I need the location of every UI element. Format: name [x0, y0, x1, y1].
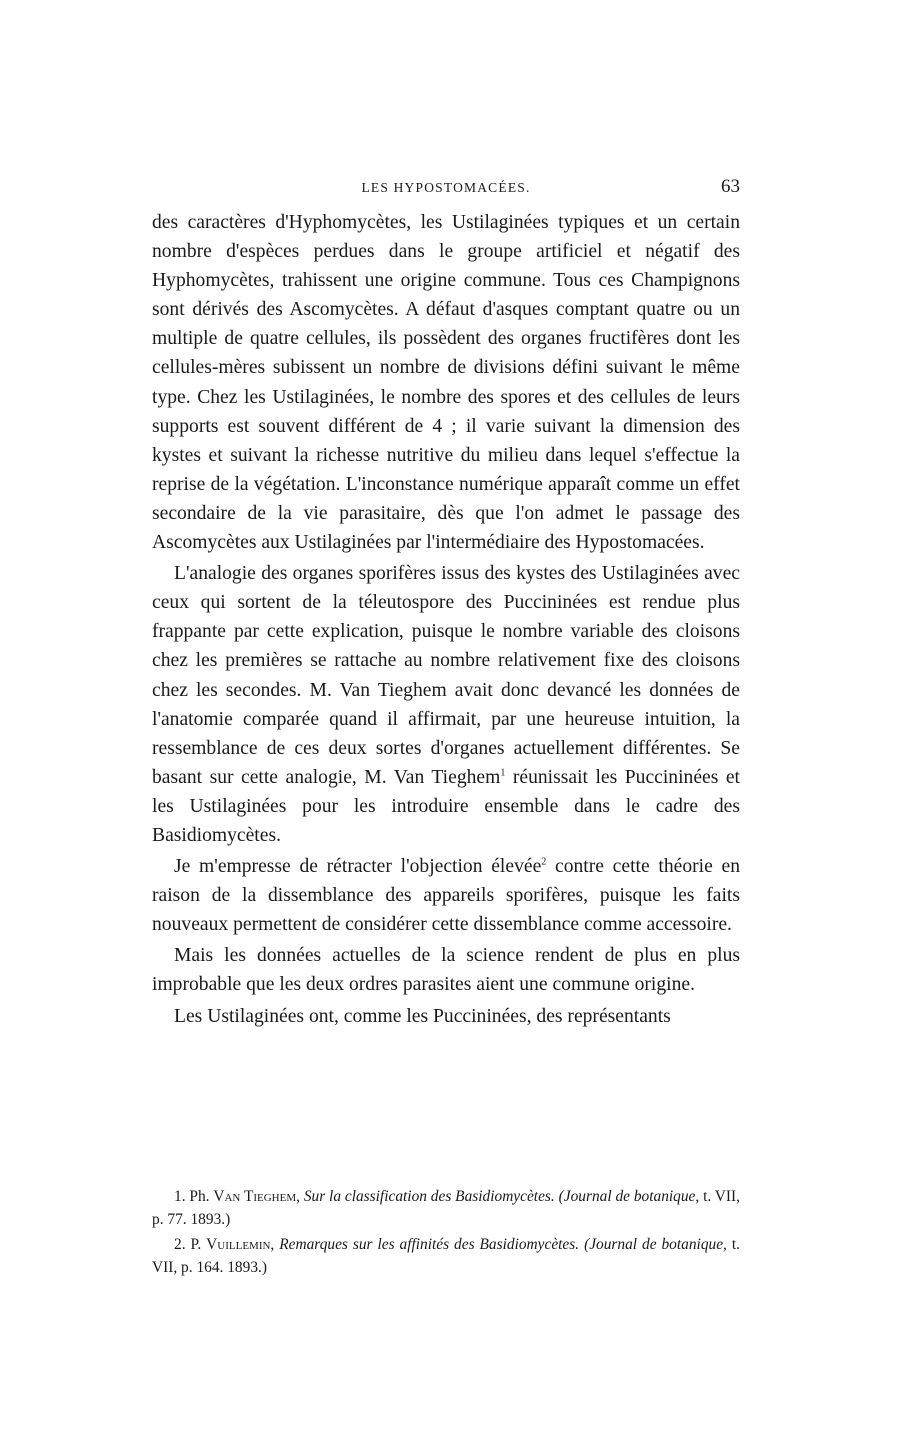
- footnote-2-journal: (Journal de botanique,: [584, 1236, 727, 1253]
- footnote-ref-1: 1: [500, 767, 506, 779]
- paragraph-3: [152, 852, 740, 939]
- footnote-2: [152, 1234, 740, 1279]
- footnote-1-initial: Ph.: [189, 1188, 210, 1205]
- page-number: 63: [721, 176, 740, 197]
- footnote-1: [152, 1186, 740, 1231]
- paragraph-5: Les Ustilaginées ont, comme les Puccininées, des représentants: [174, 1005, 671, 1027]
- footnote-1-title: Sur la classification des Basidiomycètes.: [303, 1188, 555, 1205]
- footnote-2-title: Remarques sur les affinités des Basidiomycètes.: [279, 1236, 580, 1253]
- paragraph-3-text-b: contre cette théorie en raison de la dissemblance des appareils sporifères, puisque les faits nouveaux permettent de considérer cette dissemblance comme accessoire.: [152, 856, 740, 936]
- footnote-1-journal: (Journal de botanique,: [558, 1188, 700, 1205]
- footnotes: [152, 1186, 740, 1282]
- footnote-1-author: Van Tieghem,: [213, 1188, 300, 1205]
- running-title: LES HYPOSTOMACÉES.: [361, 180, 531, 195]
- paragraph-4: Mais les données actuelles de la science rendent de plus en plus improbable que les deux ordres parasites aient une commune origine.: [152, 945, 740, 996]
- footnote-1-rest: t. VII, p. 77. 1893.): [152, 1188, 741, 1228]
- paragraph-1: des caractères d'Hyphomycètes, les Ustilaginées typiques et un certain nombre d'espèces perdues dans le groupe artificiel et négatif des Hyphomycètes, trahissent une origine commune. Tous ces Champignons sont dérivés des Ascomycètes. A défaut d'asques comptant quatre ou un multiple de quatre cellules, ils possèdent des organes fructifères dont les cellules-mères subissent un nombre de divisions défini suivant le même type. Chez les Ustilaginées, le nombre des spores et des cellules de leurs supports est souvent différent de 4 ; il varie suivant la dimension des kystes et suivant la richesse nutritive du milieu dans lequel s'effectue la reprise de la végétation. L'inconstance numérique apparaît comme un effet secondaire de la vie parasitaire, dès que l'on admet le passage des Ascomycètes aux Ustilaginées par l'intermédiaire des Hypostomacées.: [152, 212, 740, 554]
- paragraph-2-text-b: réunissait les Puccininées et les Ustilaginées pour les introduire ensemble dans le cadre des Basidiomycètes.: [152, 766, 740, 846]
- body-text: [152, 208, 740, 1031]
- paragraph-2: [152, 559, 740, 850]
- footnote-2-rest: t. VII, p. 164. 1893.): [152, 1236, 740, 1276]
- paragraph-3-text-a: Je m'empresse de rétracter l'objection élevée: [174, 856, 542, 878]
- paragraph-2-text-a: L'analogie des organes sporifères issus des kystes des Ustilaginées avec ceux qui sortent de la téleutospore des Puccininées est rendue plus frappante par cette explication, puisque le nombre variable des cloisons chez les premières se rattache au nombre relativement fixe des cloisons chez les secondes. M. Van Tieghem avait donc devancé les données de l'anatomie comparée quand il affirmait, par une heureuse intuition, la ressemblance de ces deux sortes d'organes actuellement différentes. Se basant sur cette analogie, M. Van Tieghem: [152, 563, 740, 788]
- footnote-2-initial: P.: [190, 1236, 202, 1253]
- footnote-ref-2: 2: [541, 856, 547, 868]
- page-header: [152, 176, 740, 200]
- footnote-2-author: Vuillemin,: [206, 1236, 275, 1253]
- footnote-2-number: 2.: [174, 1236, 186, 1253]
- footnote-1-number: 1.: [174, 1188, 186, 1205]
